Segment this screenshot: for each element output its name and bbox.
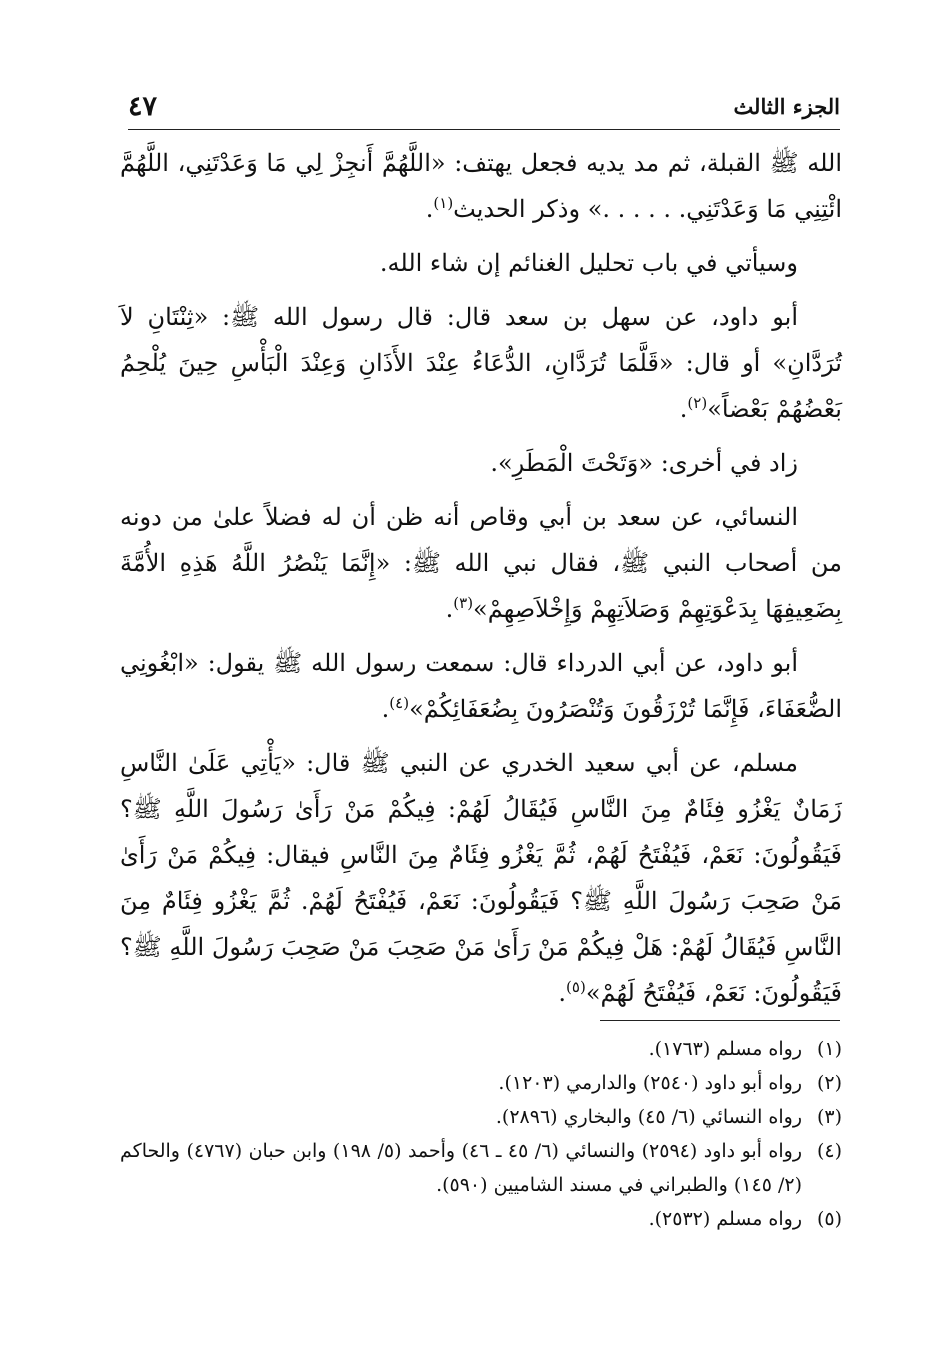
footnote-ref: (٤) (389, 694, 410, 712)
footnote (120, 1134, 842, 1202)
footnote-text: رواه أبو داود (٢٥٩٤) والنسائي (٦/ ٤٥ ـ ٤٦) وأحمد (٥/ ١٩٨) وابن حبان (٤٧٦٧) والحاكم (٢/ ١٤٥) والطبراني في مسند الشاميين (٥٩٠). (120, 1140, 803, 1196)
footnote-number: (٣) (816, 1106, 842, 1128)
footnote-ref: (٣) (453, 594, 474, 612)
footnote-ref: (١) (433, 194, 454, 212)
paragraph (120, 140, 842, 232)
main-text (120, 140, 842, 1024)
footnote-number: (٥) (816, 1208, 842, 1230)
paragraph (120, 740, 842, 1016)
header-rule (128, 129, 840, 130)
paragraph-text: أبو داود، عن سهل بن سعد قال: قال رسول الله ﷺ: «ثِنْتَانِ لاَ تُرَدَّانِ» أو قال: «قَلَّمَا تُرَدَّانِ، الدُّعَاءُ عِنْدَ الأَذَانِ وَعِنْدَ الْبَأْسِ حِينَ يُلْحِمُ بَعْضُهُمْ بَعْضاً» (120, 303, 842, 423)
footnote-text: رواه مسلم (١٧٦٣). (648, 1038, 802, 1060)
footnote-separator (600, 1020, 840, 1021)
page-header (128, 86, 840, 126)
footnote-number: (٤) (816, 1140, 842, 1162)
paragraph-end: . (425, 195, 434, 223)
footnote-ref: (٥) (566, 978, 586, 996)
paragraph-text: وسيأتي في باب تحليل الغنائم إن شاء الله. (379, 249, 798, 277)
footnote-number: (١) (816, 1038, 842, 1060)
paragraph (120, 640, 842, 732)
footnote-number: (٢) (816, 1072, 842, 1094)
paragraph-text: مسلم، عن أبي سعيد الخدري عن النبي ﷺ قال: «يَأْتِي عَلَىٰ النَّاسِ زَمَانٌ يَغْزُو فِئَامٌ مِنَ النَّاسِ فَيُقَالُ لَهُمْ: فِيكُمْ مَنْ رَأَىٰ رَسُولَ اللَّهِ ﷺ؟ فَيَقُولُونَ: نَعَمْ، فَيُفْتَحُ لَهُمْ، ثُمَّ يَغْزُو فِئَامٌ مِنَ النَّاسِ فيقال: فِيكُمْ مَنْ رَأَىٰ مَنْ صَحِبَ رَسُولَ اللَّهِ ﷺ؟ فَيَقُولُونَ: نَعَمْ، فَيُفْتَحُ لَهُمْ. ثُمَّ يَغْزُو فِئَامٌ مِنَ النَّاسِ فَيُقَالُ لَهُمْ: هَلْ فِيكُمْ مَنْ رَأَىٰ مَنْ صَحِبَ مَنْ صَحِبَ رَسُولَ اللَّهِ ﷺ؟ فَيَقُولُونَ: نَعَمْ، فَيُفْتَحُ لَهُمْ» (120, 749, 842, 1007)
page-number: ٤٧ (128, 90, 158, 122)
footnote-text: رواه أبو داود (٢٥٤٠) والدارمي (١٢٠٣). (498, 1072, 802, 1094)
footnotes (120, 1032, 842, 1236)
paragraph-end: . (558, 979, 567, 1007)
footnote (120, 1032, 842, 1066)
footnote (120, 1202, 842, 1236)
paragraph (120, 294, 842, 432)
paragraph (120, 440, 842, 486)
paragraph-text: النسائي، عن سعد بن أبي وقاص أنه ظن أن له فضلاً علىٰ من دونه من أصحاب النبي ﷺ، فقال نبي الله ﷺ: «إِنَّمَا يَنْصُرُ اللَّهُ هَذِهِ الأُمَّةَ بِضَعِيفِهَا بِدَعْوَتِهِمْ وَصَلاَتِهِمْ وَإِخْلاَصِهِمْ» (120, 503, 842, 623)
footnote-text: رواه مسلم (٢٥٣٢). (648, 1208, 802, 1230)
footnote (120, 1100, 842, 1134)
paragraph-text: أبو داود، عن أبي الدرداء قال: سمعت رسول الله ﷺ يقول: «ابْغُونِي الضُّعَفَاءَ، فَإِنَّمَا تُرْزَقُونَ وَتُنْصَرُونَ بِضُعَفَائِكُمْ» (120, 649, 842, 723)
paragraph-end: . (381, 695, 390, 723)
footnote-ref: (٢) (687, 394, 708, 412)
footnote (120, 1066, 842, 1100)
paragraph (120, 240, 842, 286)
paragraph-end: . (679, 395, 688, 423)
paragraph-end: . (445, 595, 454, 623)
footnote-text: رواه النسائي (٦/ ٤٥) والبخاري (٢٨٩٦). (495, 1106, 802, 1128)
paragraph-text: زاد في أخرى: «وَتَحْتَ الْمَطَرِ». (490, 449, 798, 477)
paragraph (120, 494, 842, 632)
paragraph-text: الله ﷺ القبلة، ثم مد يديه فجعل يهتف: «اللَّهُمَّ أَنجِزْ لِي مَا وَعَدْتَنِي، اللَّهُمَّ ائْتِنِي مَا وَعَدْتَنِي. . . . . .» وذكر الحديث (120, 149, 842, 223)
running-head: الجزء الثالث (733, 93, 840, 119)
